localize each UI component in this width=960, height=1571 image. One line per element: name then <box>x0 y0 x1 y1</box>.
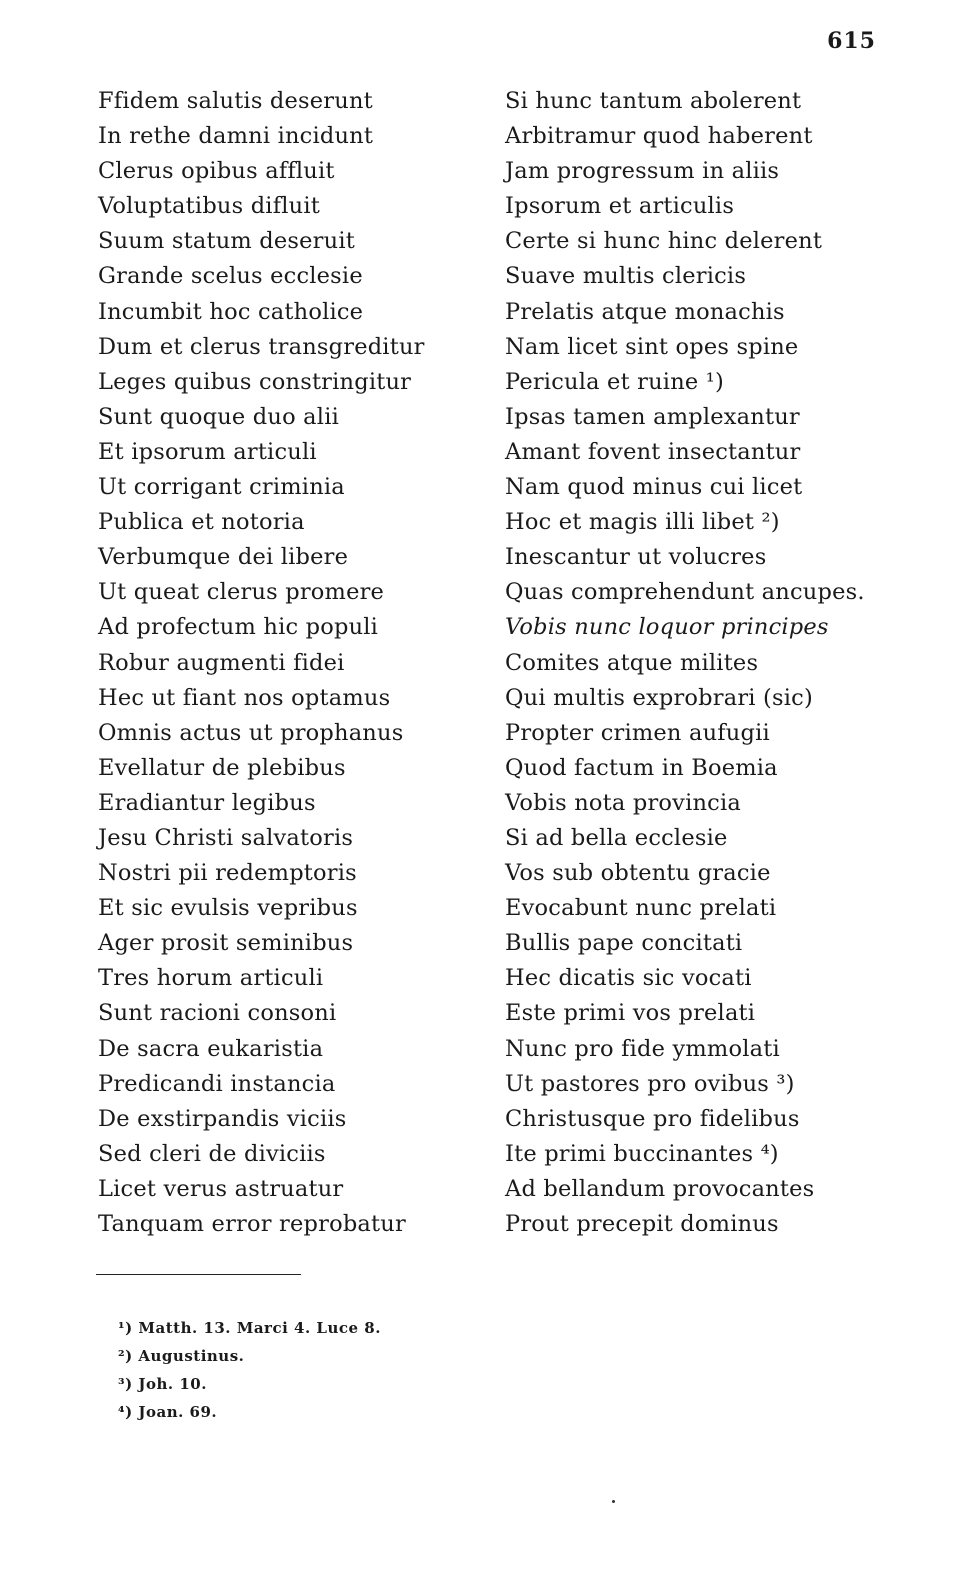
verse-line: Leges quibus constringitur <box>98 368 412 395</box>
verse-line: Si hunc tantum abolerent <box>505 88 802 114</box>
verse-line: Publica et notoria <box>98 509 305 536</box>
verse-line: Arbitramur quod haberent <box>505 123 813 150</box>
verse-line: Ipsorum et articulis <box>505 193 735 220</box>
verse-line: Propter crimen aufugii <box>505 719 770 746</box>
footnote: ⁴) Joan. 69. <box>118 1403 218 1421</box>
verse-line: Certe si hunc hinc delerent <box>505 228 823 255</box>
verse-line: Ipsas tamen amplexantur <box>505 403 800 430</box>
verse-line: Pericula et ruine ¹) <box>505 368 724 395</box>
verse-line: Eradiantur legibus <box>98 789 316 816</box>
verse-line: Ffidem salutis deserunt <box>98 88 373 114</box>
left-verse-column <box>98 84 425 1242</box>
verse-line: Suave multis clericis <box>505 263 747 290</box>
verse-line: Hoc et magis illi libet ²) <box>505 509 780 536</box>
verse-line: Dum et clerus transgreditur <box>98 333 425 360</box>
verse-line: Ad bellandum provocantes <box>505 1175 815 1202</box>
footnotes <box>118 1314 381 1426</box>
verse-line: Comites atque milites <box>505 649 759 676</box>
verse-line: Ut queat clerus promere <box>98 579 385 606</box>
verse-line: Ager prosit seminibus <box>98 930 354 957</box>
verse-line: Jam progressum in aliis <box>505 158 780 185</box>
verse-line: Christusque pro fidelibus <box>505 1105 800 1132</box>
verse-line: Si ad bella ecclesie <box>505 824 728 851</box>
verse-line: Nunc pro fide ymmolati <box>505 1035 780 1062</box>
verse-line: Prout precepit dominus <box>505 1211 779 1237</box>
verse-line: Este primi vos prelati <box>505 1000 756 1027</box>
verse-line: Sunt racioni consoni <box>98 1000 337 1027</box>
verse-line: Nostri pii redemptoris <box>98 860 357 887</box>
footnote: ³) Joh. 10. <box>118 1375 207 1393</box>
verse-line: De sacra eukaristia <box>98 1035 324 1062</box>
verse-line: In rethe damni incidunt <box>98 123 374 150</box>
verse-line: Qui multis exprobrari (sic) <box>505 684 813 711</box>
verse-line: Bullis pape concitati <box>505 930 743 957</box>
verse-line: Licet verus astruatur <box>98 1175 344 1202</box>
right-verse-column <box>505 84 865 1242</box>
verse-line: Suum statum deseruit <box>98 228 355 255</box>
verse-line: Evellatur de plebibus <box>98 754 346 781</box>
verse-line: Et ipsorum articuli <box>98 438 317 465</box>
footnote: ²) Augustinus. <box>118 1347 245 1365</box>
verse-line: Quod factum in Boemia <box>505 754 778 781</box>
verse-line: Omnis actus ut prophanus <box>98 719 404 746</box>
verse-line: Inescantur ut volucres <box>505 544 767 571</box>
verse-line: Prelatis atque monachis <box>505 298 785 325</box>
verse-line: Jesu Christi salvatoris <box>98 824 354 851</box>
verse-line: Quas comprehendunt ancupes. <box>505 579 865 606</box>
footnote: ¹) Matth. 13. Marci 4. Luce 8. <box>118 1319 381 1337</box>
verse-line: Voluptatibus difluit <box>98 193 320 220</box>
verse-line: Vos sub obtentu gracie <box>505 860 771 887</box>
verse-line: Verbumque dei libere <box>98 544 349 571</box>
verse-line: De exstirpandis viciis <box>98 1105 347 1132</box>
verse-line-italic: Vobis nunc loquor principes <box>505 614 829 641</box>
footnote-divider <box>96 1274 301 1275</box>
page-number: 615 <box>827 28 876 54</box>
verse-line: Clerus opibus affluit <box>98 158 335 185</box>
verse-line: Sunt quoque duo alii <box>98 403 339 430</box>
verse-line: Ite primi buccinantes ⁴) <box>505 1140 779 1167</box>
verse-line: Vobis nota provincia <box>505 789 741 816</box>
verse-line: Robur augmenti fidei <box>98 649 345 676</box>
verse-line: Nam licet sint opes spine <box>505 333 799 360</box>
verse-line: Tres horum articuli <box>98 965 324 992</box>
verse-line: Incumbit hoc catholice <box>98 298 364 325</box>
verse-line: Nam quod minus cui licet <box>505 474 803 501</box>
verse-line: Tanquam error reprobatur <box>98 1211 406 1237</box>
verse-line: Ad profectum hic populi <box>98 614 379 641</box>
verse-line: Sed cleri de diviciis <box>98 1140 326 1167</box>
verse-line: Hec ut fiant nos optamus <box>98 684 391 711</box>
verse-line: Et sic evulsis vepribus <box>98 895 358 922</box>
verse-line: Ut corrigant criminia <box>98 474 345 501</box>
verse-line: Grande scelus ecclesie <box>98 263 363 290</box>
print-speck <box>612 1500 615 1503</box>
verse-line: Predicandi instancia <box>98 1070 336 1097</box>
verse-line: Hec dicatis sic vocati <box>505 965 752 992</box>
verse-line: Amant fovent insectantur <box>505 438 801 465</box>
verse-line: Ut pastores pro ovibus ³) <box>505 1070 795 1097</box>
verse-line: Evocabunt nunc prelati <box>505 895 777 922</box>
